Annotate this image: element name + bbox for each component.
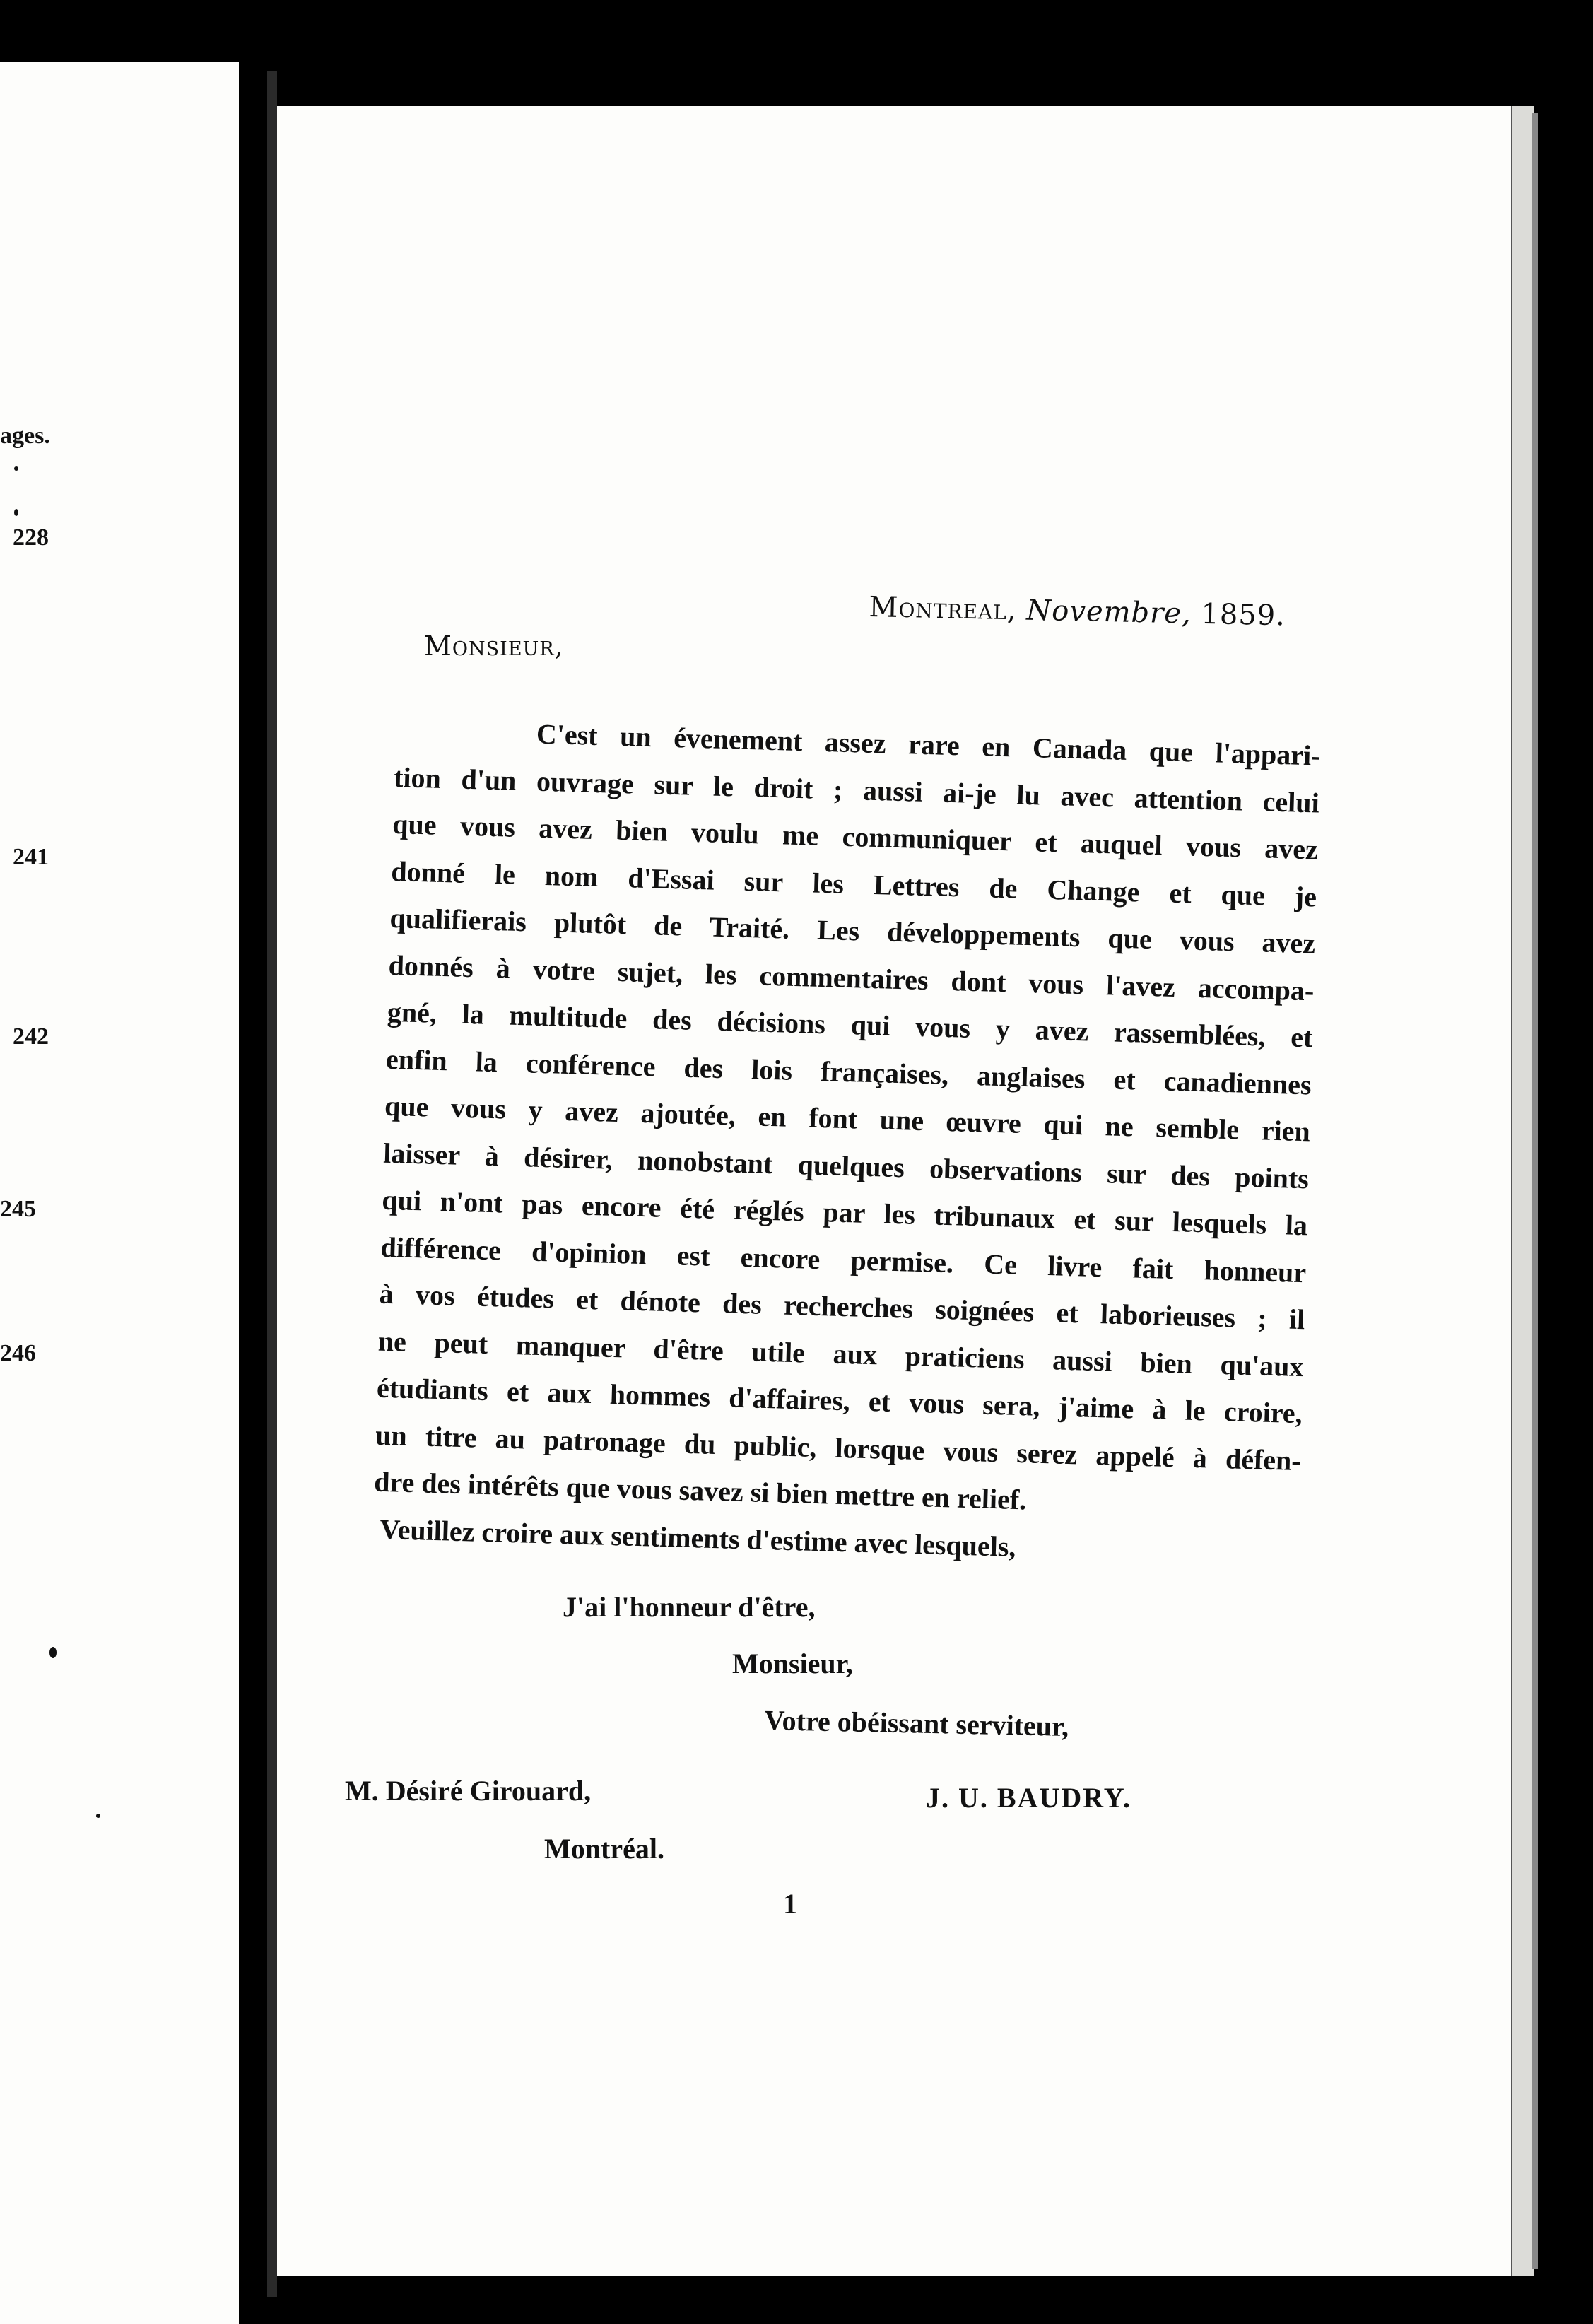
closing-line: Monsieur, xyxy=(732,1648,853,1679)
facing-page-number: 228 xyxy=(13,524,49,551)
facing-page-number: 246 xyxy=(0,1340,36,1366)
body-line: tion d'un ouvrage sur le droit ; aussi ai-je lu avec attention celui xyxy=(393,761,1320,819)
body-line: qui n'ont pas encore été réglés par les tribunaux et sur lesquels la xyxy=(381,1183,1308,1242)
body-line: que vous y avez ajoutée, en font une œuvre qui ne semble rien xyxy=(384,1089,1311,1148)
salutation: Monsieur, xyxy=(424,630,564,662)
signature: J. U. BAUDRY. xyxy=(926,1782,1131,1814)
body-line: donné le nom d'Essai sur les Lettres de Change et que je xyxy=(390,855,1317,912)
ink-speck xyxy=(96,1814,100,1818)
body-line: ne peut manquer d'être utile aux praticiens aussi bien qu'aux xyxy=(377,1325,1305,1383)
dateline-month: Novembre, xyxy=(1025,594,1192,630)
closing-line: Votre obéissant serviteur, xyxy=(764,1703,1069,1743)
dateline-place: Montreal, xyxy=(869,591,1018,627)
body-line: donnés à votre sujet, les commentaires dont vous l'avez accompa- xyxy=(388,949,1315,1007)
body-line: laisser à désirer, nonobstant quelques observations sur des points xyxy=(382,1137,1310,1195)
closing-line: J'ai l'honneur d'être, xyxy=(563,1591,816,1623)
ink-speck xyxy=(14,509,18,516)
facing-page-number: 241 xyxy=(13,844,49,870)
facing-page-header: ages. xyxy=(0,423,50,449)
recipient-name: M. Désiré Girouard, xyxy=(345,1775,592,1807)
recipient-city: Montréal. xyxy=(544,1833,664,1865)
body-line: dre des intérêts que vous savez si bien mettre en relief. xyxy=(373,1465,1027,1516)
ink-speck xyxy=(14,466,18,471)
body-line: différence d'opinion est encore permise. Ce livre fait honneur xyxy=(380,1231,1307,1289)
ink-speck xyxy=(49,1647,57,1658)
facing-page-number: 245 xyxy=(0,1196,36,1222)
body-line: étudiants et aux hommes d'affaires, et vous sera, j'aime à le croire, xyxy=(376,1371,1303,1430)
body-line: Veuillez croire aux sentiments d'estime avec lesquels, xyxy=(379,1513,1017,1563)
body-line: gné, la multitude des décisions qui vous y avez rassemblées, et xyxy=(387,995,1314,1054)
letter-body xyxy=(372,707,1322,1578)
dateline-year: 1859. xyxy=(1200,597,1286,633)
dateline xyxy=(869,591,1286,632)
body-line: enfin la conférence des lois françaises, anglaises et canadiennes xyxy=(385,1043,1312,1101)
page-number: 1 xyxy=(783,1888,797,1920)
body-line: C'est un évenement assez rare en Canada que l'appari- xyxy=(536,717,1322,772)
body-line: qualifierais plutôt de Traité. Les développements que vous avez xyxy=(389,901,1316,960)
facing-page-number: 242 xyxy=(13,1023,49,1050)
body-line: un titre au patronage du public, lorsque vous serez appelé à défen- xyxy=(375,1419,1302,1477)
body-line: que vous avez bien voulu me communiquer et auquel vous avez xyxy=(392,807,1319,866)
body-line: à vos études et dénote des recherches soignées et laborieuses ; il xyxy=(379,1277,1305,1336)
